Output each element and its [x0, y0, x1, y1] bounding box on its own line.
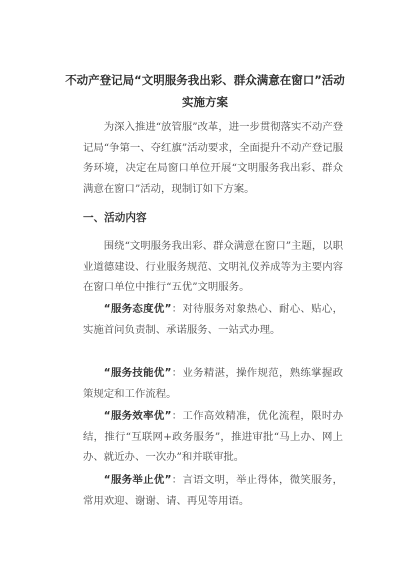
document-subtitle: 实施方案: [182, 95, 228, 109]
item-text: ：言语文明，举止得体，微笑服务，常用欢迎、谢谢、请、再见等用语。: [83, 474, 343, 507]
item-lead: “服务态度优”: [103, 303, 172, 315]
section-paragraph: 围绕“文明服务我出彩、群众满意在窗口”主题，以职业道德建设、行业服务规范、文明礼仪养成等为主要内容在窗口单位中推行“五优”文明服务。: [83, 240, 344, 293]
service-item-skill: [83, 363, 343, 404]
service-item-efficiency: [83, 406, 343, 468]
service-item-conduct: [83, 470, 343, 511]
item-text: ：工作高效精准，优化流程，限时办结，推行“互联网+政务服务”，推进审批“马上办、网上办、就近办、一次办”和并联审批。: [83, 410, 343, 463]
item-lead: “服务技能优”: [103, 367, 172, 379]
item-lead: “服务举止优”: [103, 474, 172, 486]
document-title: 不动产登记局“文明服务我出彩、群众满意在窗口”活动: [65, 73, 345, 87]
service-item-attitude: [83, 299, 343, 340]
item-text: ：对待服务对象热心、耐心、贴心，实施首问负责制、承诺服务、一站式办理。: [83, 303, 343, 336]
item-text: ：业务精湛，操作规范，熟练掌握政策规定和工作流程。: [83, 367, 343, 400]
item-lead: “服务效率优”: [103, 410, 172, 422]
section-heading: 一、活动内容: [83, 212, 147, 224]
intro-paragraph: 为深入推进“放管服”改革，进一步贯彻落实不动产登记局“争第一、夺红旗”活动要求，全面提升不动产登记服务环境，决定在局窗口单位开展“文明服务我出彩、群众满意在窗口”活动，现制订如下方案。: [83, 121, 344, 195]
